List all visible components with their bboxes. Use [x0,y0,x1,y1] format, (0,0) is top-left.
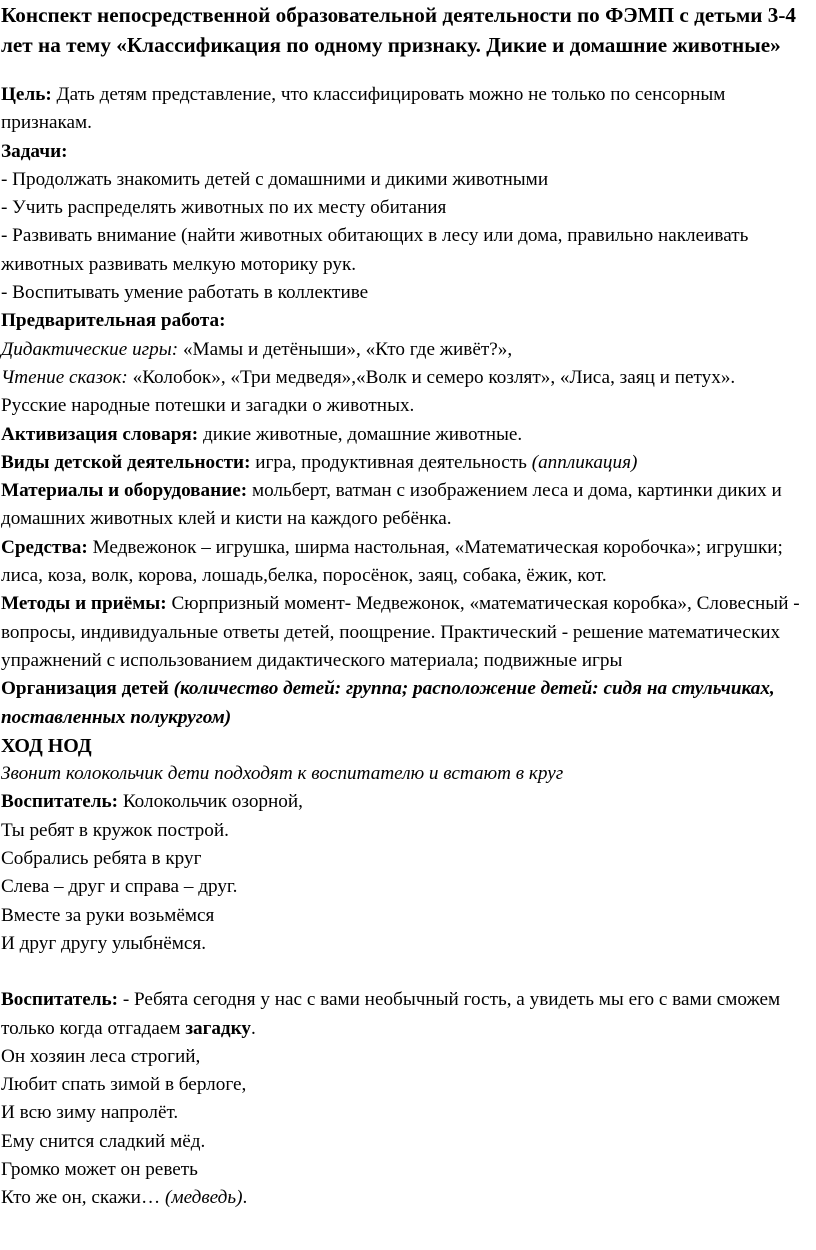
poem-line: Колокольчик озорной, [118,791,303,813]
spacer [1,958,807,986]
reading-text: «Колобок», «Три медведя»,«Волк и семеро козлят», «Лиса, заяц и петух». [127,366,736,388]
riddle-line: Он хозяин леса строгий, [1,1045,201,1067]
poem-line: Слева – друг и справа – друг. [1,876,238,898]
vocabulary-paragraph [1,421,807,449]
methods-paragraph [1,590,807,675]
games-label: Дидактические игры: [1,338,179,360]
task-item: - Учить распределять животных по их месту обитания [1,197,447,219]
task-item: - Развивать внимание (найти животных обитающих в лесу или дома, правильно наклеивать животных развивать мелкую моторику рук. [1,225,749,275]
riddle-line: И всю зиму напролёт. [1,1102,179,1124]
teacher-speech [1,986,807,1043]
means-paragraph [1,534,807,591]
vocabulary-text: дикие животные, домашние животные. [198,423,523,445]
organization-paragraph [1,675,807,732]
riddle-line: Громко может он реветь [1,1158,198,1180]
goal-label: Цель: [1,84,52,105]
teacher-label: Воспитатель: [1,791,119,813]
riddle-answer: (медведь) [164,1187,243,1209]
poem-line: Вместе за руки возьмёмся [1,904,215,926]
course-heading: ХОД НОД [1,734,92,757]
tasks-label: Задачи: [1,140,68,162]
poem-first-line [1,788,807,816]
riddle-last-end: . [242,1187,248,1209]
riddle-last-text: Кто же он, скажи… [1,1187,165,1209]
methods-text: Сюрпризный момент- Медвежонок, «математическая коробка», Словесный - вопросы, индивидуальные ответы детей, поощрение. Практический - решение математических упражнений с использованием дидактического материала; подвижные игры [1,593,800,671]
document-title: Конспект непосредственной образовательной деятельности по ФЭМП с детьми 3-4 лет на тему «Классификация по одному признаку. Дикие и домашние животные» [1,3,797,57]
prework-folk: Русские народные потешки и загадки о животных. [1,395,415,417]
teacher-label: Воспитатель: [1,989,119,1011]
activities-label: Виды детской деятельности: [1,451,251,473]
speech-bold: загадку [185,1017,252,1039]
task-item: - Продолжать знакомить детей с домашними и дикими животными [1,168,549,190]
organization-label: Организация детей [1,678,169,700]
riddle-line: Ему снится сладкий мёд. [1,1130,206,1152]
organization-italic: (количество детей: группа; расположение детей: сидя на стульчиках, поставленных полукругом) [1,678,775,728]
goal-paragraph [1,81,807,138]
speech-end: . [251,1017,256,1039]
activities-paragraph [1,449,807,477]
means-label: Средства: [1,536,88,558]
goal-text: Дать детям представление, что классифицировать можно не только по сенсорным признакам. [1,84,726,134]
spacer [1,60,807,81]
task-item: - Воспитывать умение работать в коллективе [1,282,369,304]
poem-line: Ты ребят в кружок построй. [1,819,229,841]
materials-text: мольберт, ватман с изображением леса и дома, картинки диких и домашних животных клей и кисти на каждого ребёнка. [1,480,782,530]
prework-games [1,336,807,364]
games-text: «Мамы и детёныши», «Кто где живёт?», [178,338,513,360]
means-text: Медвежонок – игрушка, ширма настольная, «Математическая коробочка»; игрушки; лиса, коза, волк, корова, лошадь,белка, поросёнок, заяц, собака, ёжик, кот. [1,536,783,587]
vocabulary-label: Активизация словаря: [1,423,199,445]
stage-direction: Звонит колокольчик дети подходят к воспитателю и встают в круг [1,763,564,785]
prework-label: Предварительная работа: [1,310,226,332]
riddle-last-line [1,1184,807,1212]
speech-text: - Ребята сегодня у нас с вами необычный гость, а увидеть мы его с вами сможем только когда отгадаем [1,989,781,1039]
prework-reading [1,364,807,392]
materials-label: Материалы и оборудование: [1,480,248,502]
methods-label: Методы и приёмы: [1,593,167,615]
materials-paragraph [1,477,807,534]
riddle-line: Любит спать зимой в берлоге, [1,1074,247,1096]
activities-text: игра, продуктивная деятельность [250,451,532,473]
reading-label: Чтение сказок: [1,366,128,388]
poem-line: Собрались ребята в круг [1,848,202,870]
activities-italic: (аппликация) [531,451,638,473]
poem-line: И друг другу улыбнёмся. [1,932,207,954]
